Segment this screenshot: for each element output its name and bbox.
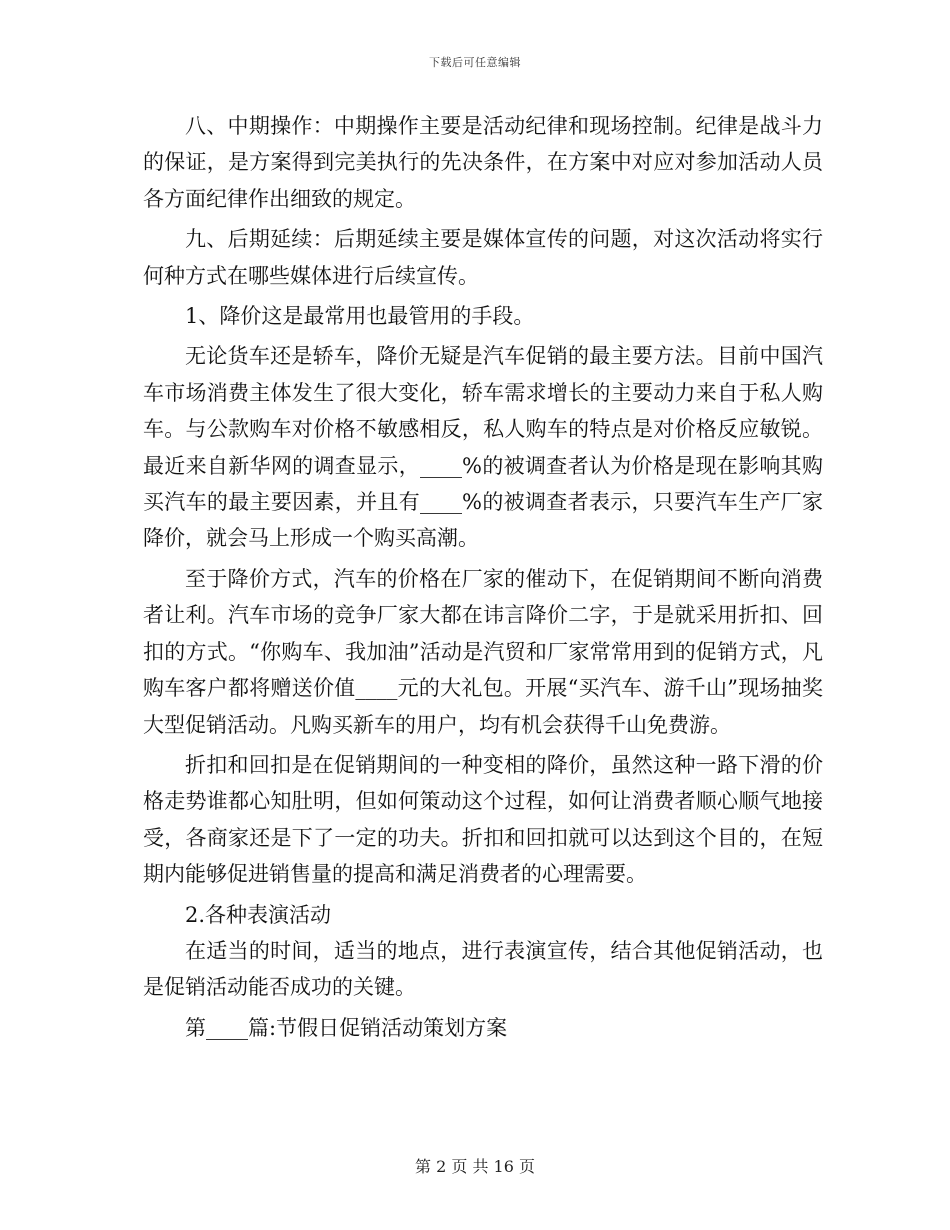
paragraph-price-cut-heading: 1、降价这是最常用也最管用的手段。: [185, 304, 535, 329]
document-body: [143, 108, 823, 1046]
paragraph-price-cut-method: 无论货车还是轿车，降价无疑是汽车促销的最主要方法。目前中国汽车市场消费主体发生了很大变化，轿车需求增长的主要动力来自于私人购车。与公款购车对价格不敏感相反，私人购车的特点是对价格反应敏锐。最近来自新华网的调查显示，____%的被调查者认为价格是现在影响其购买汽车的最主要因素，并且有____%的被调查者表示，只要汽车生产厂家降价，就会马上形成一个购买高潮。: [143, 344, 823, 551]
paragraph-performance-heading: 2.各种表演活动: [185, 902, 332, 927]
page-footer: 第 2 页 共 16 页: [415, 1157, 535, 1176]
paragraph-discount-rebate: 折扣和回扣是在促销期间的一种变相的降价，虽然这种一路下滑的价格走势谁都心知肚明，但如何策动这个过程，如何让消费者顺心顺气地接受，各商家还是下了一定的功夫。折扣和回扣就可以达到这个目的，在短期内能够促进销售量的提高和满足消费者的心理需要。: [143, 752, 823, 887]
paragraph-mid-term-operation: 八、中期操作：中期操作主要是活动纪律和现场控制。纪律是战斗力的保证，是方案得到完美执行的先决条件，在方案中对应对参加活动人员各方面纪律作出细致的规定。: [143, 114, 823, 211]
paragraph-performance-body: 在适当的时间，适当的地点，进行表演宣传，结合其他促销活动，也是促销活动能否成功的关键。: [143, 938, 823, 1000]
page-header: 下载后可任意编辑: [429, 56, 521, 69]
paragraph-next-chapter-title: 第____篇:节假日促销活动策划方案: [185, 1015, 508, 1040]
paragraph-later-extension: 九、后期延续：后期延续主要是媒体宣传的问题，对这次活动将实行何种方式在哪些媒体进行后续宣传。: [143, 227, 823, 288]
paragraph-price-cut-style: 至于降价方式，汽车的价格在厂家的催动下，在促销期间不断向消费者让利。汽车市场的竞争厂家大都在讳言降价二字，于是就采用折扣、回扣的方式。“你购车、我加油”活动是汽贸和厂家常常用到的促销方式，凡购车客户都将赠送价值____元的大礼包。开展“买汽车、游千山”现场抽奖大型促销活动。凡购买新车的用户，均有机会获得千山免费游。: [143, 566, 823, 737]
